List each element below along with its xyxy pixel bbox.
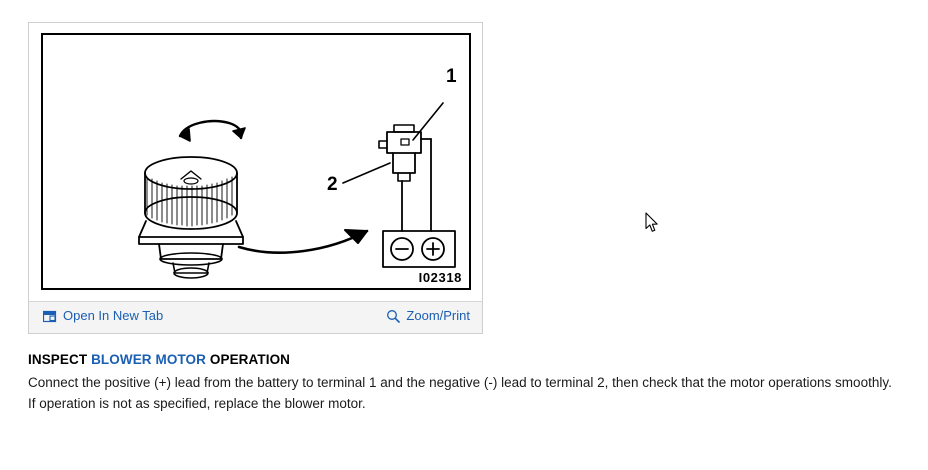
heading-prefix: INSPECT: [28, 352, 92, 367]
zoom-print-label: Zoom/Print: [406, 308, 470, 323]
figure-code-label: I02318: [418, 270, 462, 285]
figure-panel: [28, 22, 483, 334]
figure-image[interactable]: [41, 33, 471, 290]
magnifier-icon: [386, 309, 400, 323]
blower-motor-link[interactable]: BLOWER MOTOR: [91, 352, 207, 367]
figure-toolbar: [29, 301, 482, 333]
callout-label-2: 2: [327, 174, 338, 195]
instruction-content: [28, 352, 898, 415]
mouse-pointer-cursor: [645, 212, 659, 234]
instruction-paragraph-1: Connect the positive (+) lead from the battery to terminal 1 and the negative (-) lead to terminal 2, then check that the motor operations smoothly.: [28, 375, 892, 390]
open-in-new-tab-label: Open In New Tab: [63, 308, 164, 323]
blower-motor-diagram: [43, 35, 469, 288]
new-window-icon: [43, 309, 57, 323]
page-title: [28, 352, 898, 367]
instruction-paragraph-2: If operation is not as specified, replace the blower motor.: [28, 396, 366, 411]
open-in-new-tab-button[interactable]: [43, 308, 163, 323]
zoom-print-button[interactable]: [386, 308, 470, 323]
heading-suffix: OPERATION: [206, 352, 291, 367]
callout-label-1: 1: [446, 66, 457, 87]
